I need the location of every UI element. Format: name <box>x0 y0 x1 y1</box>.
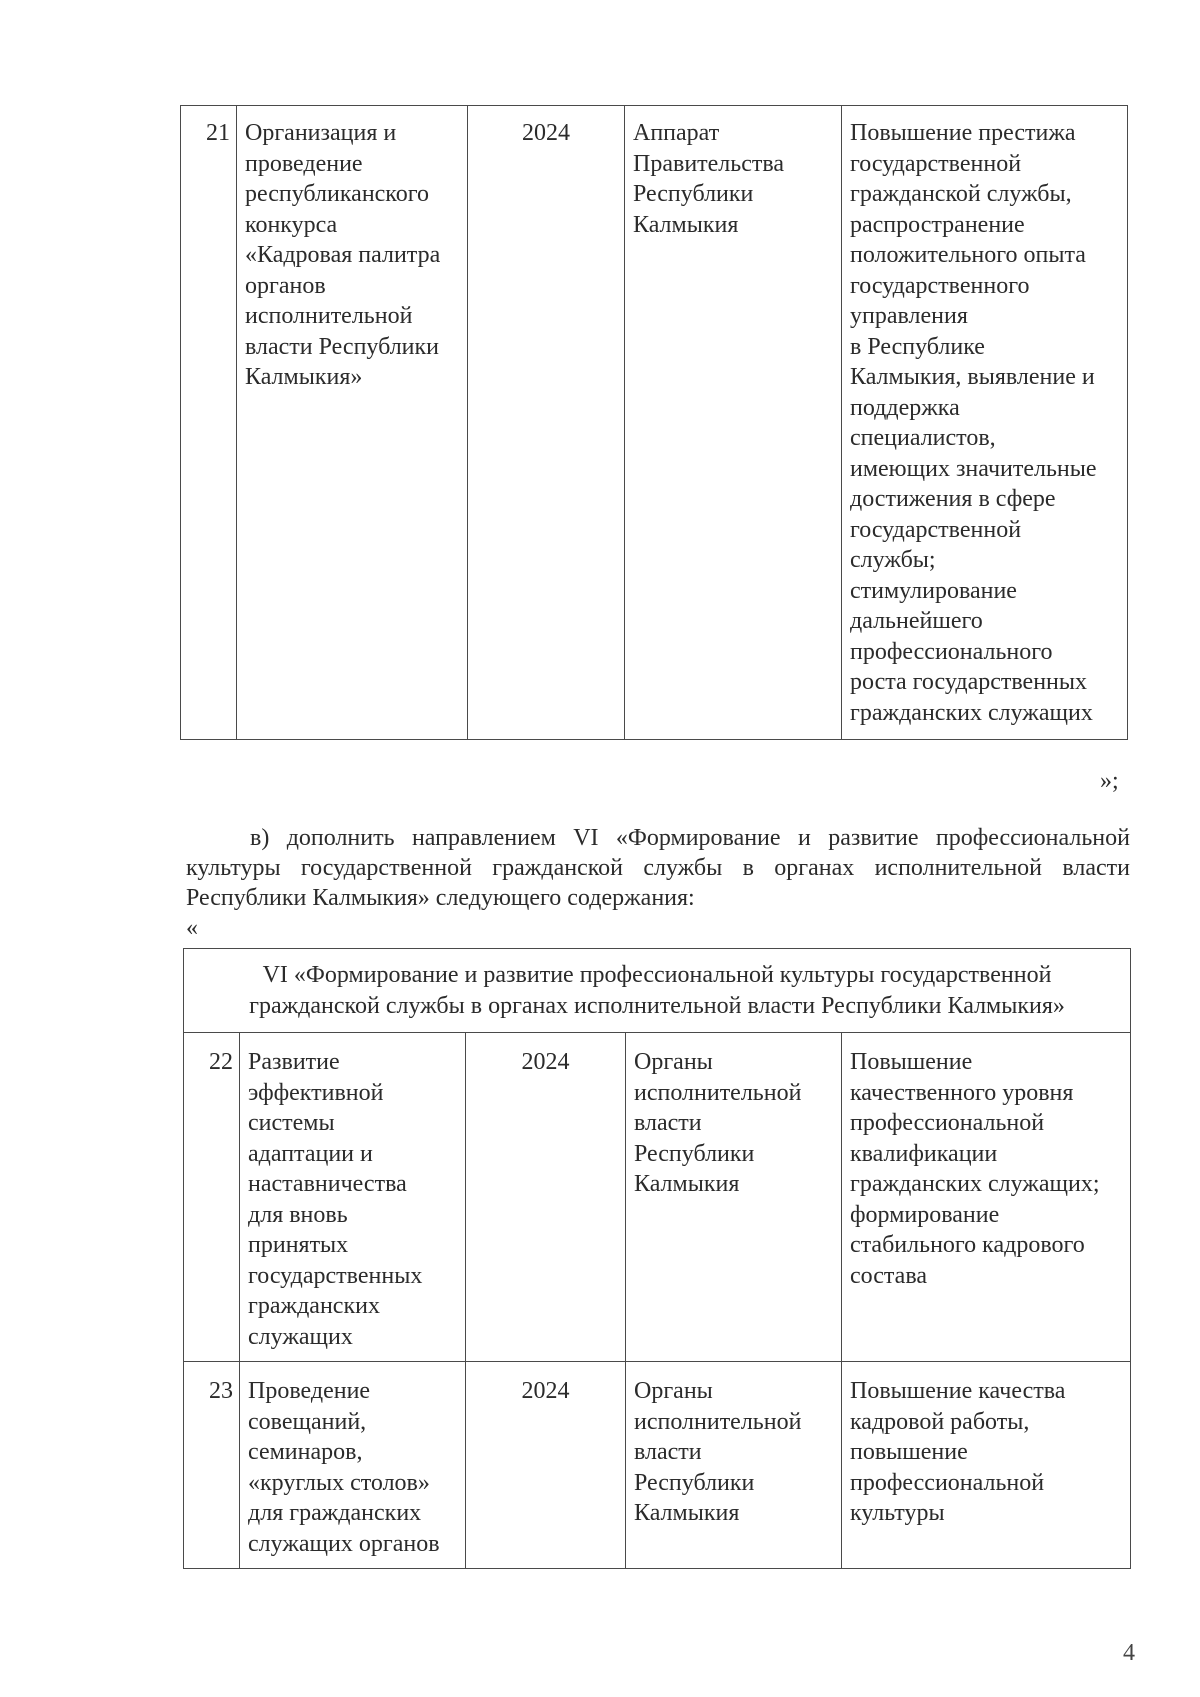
table-row <box>184 1362 1131 1569</box>
opening-quote: « <box>186 915 198 941</box>
measure-cell: Развитие эффективной системы адаптации и наставничества для вновь принятых государственных гражданских служащих <box>240 1033 466 1362</box>
measures-table-continued <box>180 105 1128 740</box>
row-number: 23 <box>184 1362 240 1569</box>
executor-cell: Органы исполнительной власти Республики Калмыкия <box>626 1033 842 1362</box>
year-cell: 2024 <box>466 1033 626 1362</box>
measures-table-section-vi <box>183 948 1131 1569</box>
measure-cell: Организация и проведение республиканского конкурса «Кадровая палитра органов исполнительной власти Республики Калмыкия» <box>237 106 468 740</box>
page-number: 4 <box>1123 1640 1135 1666</box>
executor-cell: Аппарат Правительства Республики Калмыкия <box>625 106 842 740</box>
result-cell: Повышение качества кадровой работы, повышение профессиональной культуры <box>842 1362 1131 1569</box>
year-cell: 2024 <box>468 106 625 740</box>
amendment-paragraph <box>186 823 1130 913</box>
row-number: 22 <box>184 1033 240 1362</box>
amendment-text: в) дополнить направлением VI «Формирование и развитие профессиональной культуры государственной гражданской службы в органах исполнительной власти Республики Калмыкия» следующего содержания: <box>186 825 1130 911</box>
executor-cell: Органы исполнительной власти Республики Калмыкия <box>626 1362 842 1569</box>
section-header-row <box>184 949 1131 1033</box>
closing-quote: »; <box>1100 768 1119 794</box>
section-header: VI «Формирование и развитие профессиональной культуры государственной гражданской службы в органах исполнительной власти Республики Калмыкия» <box>184 949 1131 1033</box>
year-cell: 2024 <box>466 1362 626 1569</box>
table-row <box>184 1033 1131 1362</box>
result-cell: Повышение качественного уровня профессиональной квалификации гражданских служащих; формирование стабильного кадрового состава <box>842 1033 1131 1362</box>
row-number: 21 <box>181 106 237 740</box>
table-row <box>181 106 1128 740</box>
result-cell: Повышение престижа государственной гражданской службы, распространение положительного опыта государственного управления в Республике Калмыкия, выявление и поддержка специалистов, имеющих значительные достижения в сфере государственной службы; стимулирование дальнейшего профессионального роста государственных гражданских служащих <box>842 106 1128 740</box>
measure-cell: Проведение совещаний, семинаров, «круглых столов» для гражданских служащих органов <box>240 1362 466 1569</box>
